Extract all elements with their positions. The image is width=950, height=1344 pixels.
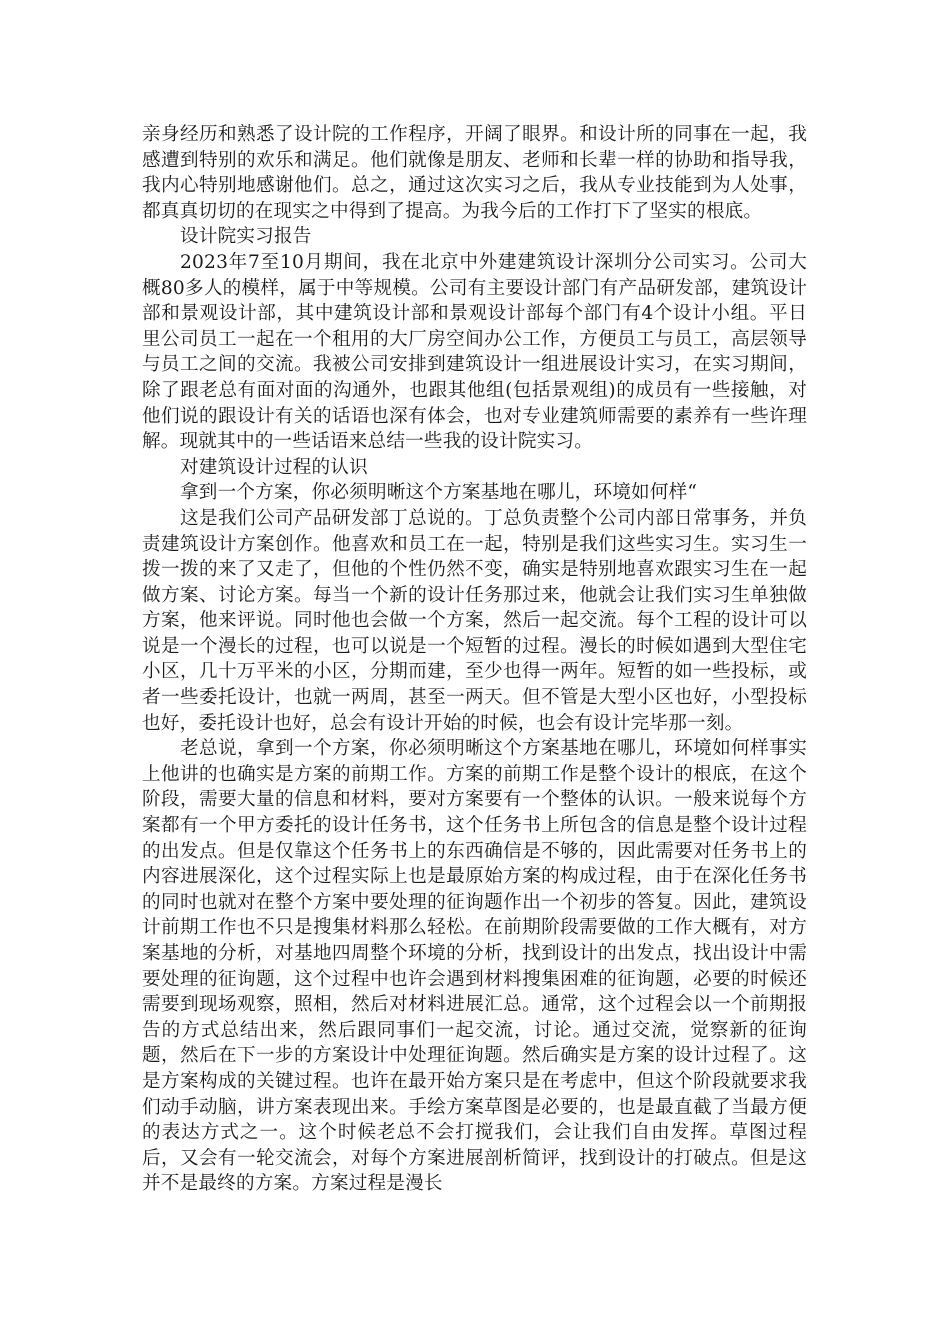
paragraph-company-overview: 2023年7至10月期间，我在北京中外建建筑设计深圳分公司实习。公司大概80多人的模样，属于中等规模。公司有主要设计部门有产品研发部，建筑设计部和景观设计部，其中建筑设计部和景观设计部每个部门有4个设计小组。平日里公司员工一起在一个租用的大厂房空间办公工作，方便员工与员工，高层领导与员工之间的交流。我被公司安排到建筑设计一组进展设计实习，在实习期间，除了跟老总有面对面的沟通外，也跟其他组(包括景观组)的成员有一些接触，对他们说的跟设计有关的话语也深有体会，也对专业建筑师需要的素养有一些许理解。现就其中的一些话语来总结一些我的设计院实习。 [142, 251, 807, 453]
section-title-design-process: 对建筑设计过程的认识 [180, 456, 368, 478]
document-body [142, 122, 807, 1197]
paragraph-quote: 拿到一个方案，你必须明晰这个方案基地在哪儿，环境如何样“ [180, 482, 698, 504]
section-title-report: 设计院实习报告 [180, 226, 312, 248]
paragraph-director: 这是我们公司产品研发部丁总说的。丁总负责整个公司内部日常事务，并负责建筑设计方案创作。他喜欢和员工在一起，特别是我们这些实习生。实习生一拨一拨的来了又走了，但他的个性仍然不变，确实是特别地喜欢跟实习生在一起做方案、讨论方案。每当一个新的设计任务那过来，他就会让我们实习生单独做方案，他来评说。同时他也会做一个方案，然后一起交流。每个工程的设计可以说是一个漫长的过程，也可以说是一个短暂的过程。漫长的时候如遇到大型住宅小区，几十万平米的小区，分期而建，至少也得一两年。短暂的如一些投标，或者一些委托设计，也就一两周，甚至一两天。但不管是大型小区也好，小型投标也好，委托设计也好，总会有设计开始的时候，也会有设计完毕那一刻。 [142, 507, 807, 734]
paragraph-early-stage: 老总说，拿到一个方案，你必须明晰这个方案基地在哪儿，环境如何样事实上他讲的也确实是方案的前期工作。方案的前期工作是整个设计的根底，在这个阶段，需要大量的信息和材料，要对方案要有一个整体的认识。一般来说每个方案都有一个甲方委托的设计任务书，这个任务书上所包含的信息是整个设计过程的出发点。但是仅靠这个任务书上的东西确信是不够的，因此需要对任务书上的内容进展深化，这个过程实际上也是最原始方案的构成过程，由于在深化任务书的同时也就对在整个方案中要处理的征询题作出一个初步的答复。因此，建筑设计前期工作也不只是搜集材料那么轻松。在前期阶段需要做的工作大概有，对方案基地的分析，对基地四周整个环境的分析，找到设计的出发点，找出设计中需要处理的征询题，这个过程中也许会遇到材料搜集困难的征询题，必要的时候还需要到现场观察，照相，然后对材料进展汇总。通常，这个过程会以一个前期报告的方式总结出来，然后跟同事们一起交流，讨论。通过交流，觉察新的征询题，然后在下一步的方案设计中处理征询题。然后确实是方案的设计过程了。这是方案构成的关键过程。也许在最开始方案只是在考虑中，但这个阶段就要求我们动手动脑，讲方案表现出来。手绘方案草图是必要的，也是最直截了当最方便的表达方式之一。这个时候老总不会打搅我们，会让我们自由发挥。草图过程后，又会有一轮交流会，对每个方案进展剖析简评，找到设计的打破点。但是这并不是最终的方案。方案过程是漫长 [142, 738, 807, 1195]
paragraph-intro-conclusion: 亲身经历和熟悉了设计院的工作程序，开阔了眼界。和设计所的同事在一起，我感遭到特别的欢乐和满足。他们就像是朋友、老师和长辈一样的协助和指导我，我内心特别地感谢他们。总之，通过这次实习之后，我从专业技能到为人处事，都真真切切的在现实之中得到了提高。为我今后的工作打下了坚实的根底。 [142, 124, 807, 222]
